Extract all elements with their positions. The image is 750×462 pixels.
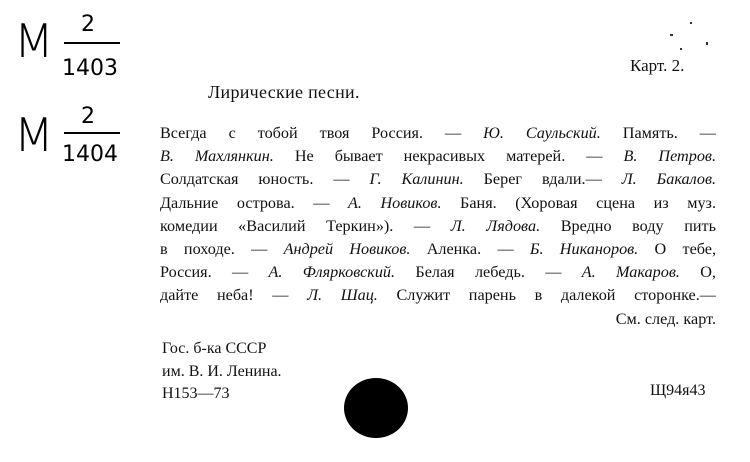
text-segment: О тебе, bbox=[638, 239, 717, 258]
author-name: А. Новиков. bbox=[347, 193, 442, 212]
text-segment: Берег вдали.— bbox=[463, 170, 622, 189]
author-name: В. Петров. bbox=[623, 147, 716, 166]
text-segment: дайте неба! — bbox=[160, 286, 308, 305]
text-segment: в походе. — bbox=[160, 239, 284, 258]
shelf-mark-bottom: 1404 bbox=[62, 142, 118, 167]
author-name: А. Флярковский. bbox=[268, 263, 396, 282]
ink-speck bbox=[680, 48, 682, 50]
text-line bbox=[160, 284, 716, 307]
classification-code: Щ94я43 bbox=[650, 382, 706, 399]
text-segment: Дальние острова. — bbox=[160, 193, 348, 212]
author-name: Ю. Саульский. bbox=[483, 124, 601, 142]
shelf-mark-letter: M bbox=[14, 14, 52, 68]
shelf-mark-letter: M bbox=[14, 108, 52, 162]
text-segment: комедии «Василий Теркин»). — bbox=[160, 216, 451, 235]
card-number: Карт. 2. bbox=[630, 56, 685, 75]
library-dedication: им. В. И. Ленина. bbox=[162, 362, 282, 380]
text-segment: Белая лебедь. — bbox=[395, 263, 582, 282]
punch-hole bbox=[344, 378, 408, 438]
library-name: Гос. б-ка СССР bbox=[162, 340, 267, 357]
author-name: Андрей Новиков. bbox=[283, 239, 411, 258]
card-print-code: Н153—73 bbox=[162, 385, 230, 402]
text-segment: Служит парень в далекой сторонке.— bbox=[377, 286, 716, 305]
shelf-mark-top: 2 bbox=[81, 104, 95, 129]
contents-text bbox=[160, 122, 716, 331]
text-segment: Баня. (Хоровая сцена из муз. bbox=[441, 193, 716, 212]
author-name: Б. Никаноров. bbox=[529, 239, 639, 258]
ink-speck bbox=[690, 22, 692, 24]
text-line bbox=[160, 168, 716, 191]
text-line bbox=[160, 261, 716, 284]
text-segment: О, bbox=[679, 263, 716, 282]
library-stamp bbox=[162, 338, 282, 406]
shelf-mark-top: 2 bbox=[81, 12, 95, 37]
text-segment: Не бывает некрасивых матерей. — bbox=[273, 147, 624, 166]
text-segment: Вредно воду пить bbox=[540, 216, 716, 235]
text-line bbox=[160, 215, 716, 238]
shelf-mark-bar bbox=[64, 132, 120, 134]
continuation-note: См. след. карт. bbox=[615, 309, 716, 328]
author-name: Л. Лядова. bbox=[450, 216, 541, 235]
text-line bbox=[160, 145, 716, 168]
text-segment: Аленка. — bbox=[410, 239, 530, 258]
ink-speck bbox=[706, 42, 708, 45]
author-name: А. Макаров. bbox=[581, 263, 680, 282]
shelf-mark-bottom: 1403 bbox=[62, 56, 118, 81]
author-name: Л. Бакалов. bbox=[621, 170, 717, 189]
text-line bbox=[160, 122, 716, 145]
text-segment: Солдатская юность. — bbox=[160, 170, 370, 189]
record-title: Лирические песни. bbox=[208, 82, 360, 102]
author-name: Л. Шац. bbox=[307, 286, 378, 305]
text-segment: Память. — bbox=[600, 124, 716, 142]
text-segment: Всегда с тобой твоя Россия. — bbox=[160, 124, 484, 142]
text-line bbox=[160, 238, 716, 261]
author-name: В. Махлянкин. bbox=[160, 147, 274, 166]
shelf-mark-bar bbox=[64, 42, 120, 44]
author-name: Г. Калинин. bbox=[369, 170, 464, 189]
text-segment: Россия. — bbox=[160, 263, 269, 282]
ink-speck bbox=[670, 34, 673, 36]
text-line bbox=[160, 192, 716, 215]
